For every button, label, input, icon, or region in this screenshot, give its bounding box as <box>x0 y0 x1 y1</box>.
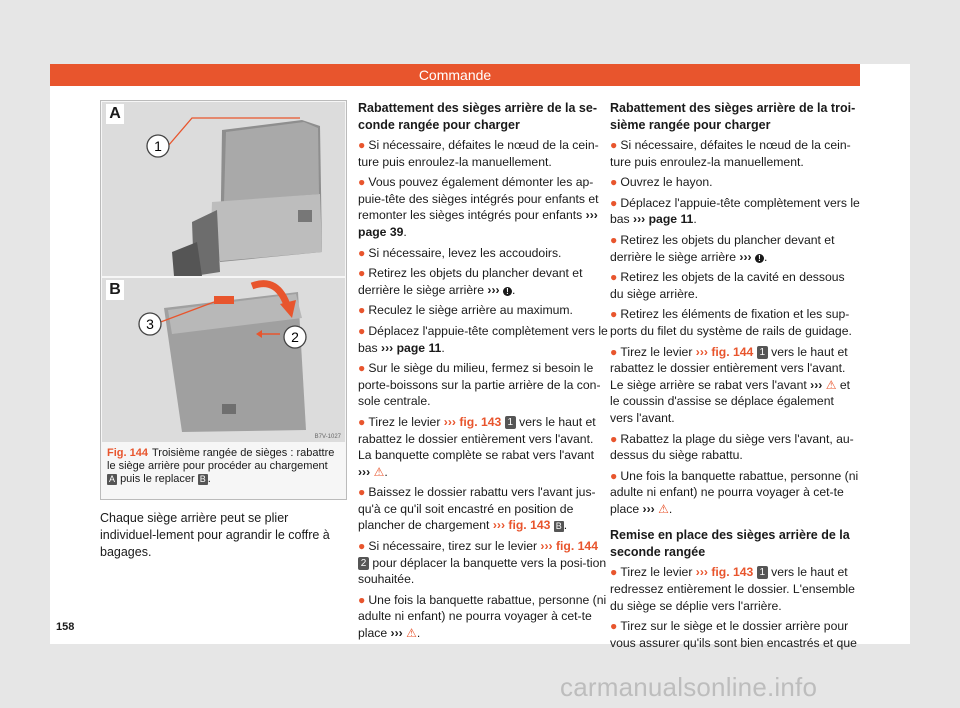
list-item: ● Tirez sur le siège et le dossier arrière pour vous assurer qu'ils sont bien encastrés et que <box>610 619 857 650</box>
watermark: carmanualsonline.info <box>560 672 818 702</box>
warning-triangle-icon: ⚠ <box>825 377 837 392</box>
figure-link[interactable]: ››› fig. 143 <box>443 414 502 429</box>
column-2 <box>610 100 860 655</box>
bullet-icon: ● <box>358 266 366 281</box>
bullet-icon: ● <box>610 431 618 446</box>
figure-link[interactable]: ››› fig. 143 <box>695 565 754 580</box>
list-item: ● Une fois la banquette rabattue, personne (ni adulte ni enfant) ne pourra voyager à cet-te place ››› ⚠. <box>358 592 607 641</box>
note-dot-icon: ! <box>503 287 512 296</box>
list-item: ● Tirez le levier ››› fig. 144 1 vers le haut et rabattez le dossier entièrement vers l'avant. Le siège arrière se rabat vers l'avant ››› ⚠ et le coussin d'assise se déplace également vers l'avant. <box>610 344 851 425</box>
list-item: ● Déplacez l'appuie-tête complètement vers le bas ››› page 11. <box>610 195 860 227</box>
bullet-icon: ● <box>610 138 618 152</box>
figure-number: Fig. 144 <box>107 447 148 459</box>
list-item: ● Retirez les éléments de fixation et les sup-ports du filet du système de rails de guidage. <box>610 307 852 338</box>
intro-paragraph: Chaque siège arrière peut se plier individuel-lement pour agrandir le coffre à bagages. <box>100 511 330 559</box>
panel-letter-b: B <box>106 280 124 300</box>
figure-link[interactable]: ››› fig. 143 <box>492 518 551 533</box>
list-item: ● Sur le siège du milieu, fermez si besoin le porte-boissons sur la partie arrière de la con-sole centrale. <box>358 361 601 409</box>
section-heading: Rabattement des sièges arrière de la troi-sième rangée pour charger <box>610 101 856 132</box>
warning-triangle-icon: ⚠ <box>406 626 417 641</box>
list-item: ● Si nécessaire, tirez sur le levier ››› fig. 144 2 pour déplacer la banquette vers la posi-tion souhaitée. <box>358 539 607 587</box>
note-dot-icon: ! <box>755 254 764 263</box>
section-header: Commande <box>50 64 860 86</box>
panel-letter-a: A <box>106 104 124 124</box>
seat-upright-illustration <box>102 102 345 276</box>
bullet-icon: ● <box>358 539 366 554</box>
letter-a-box: A <box>108 474 115 484</box>
list-item: ● Ouvrez le hayon. <box>610 175 713 190</box>
figure-144 <box>100 100 347 500</box>
bullet-icon: ● <box>358 303 366 318</box>
callout-2: 2 <box>291 329 299 345</box>
list-item: ● Si nécessaire, levez les accoudoirs. <box>358 245 562 260</box>
figure-panel-b <box>102 278 345 442</box>
figure-link[interactable]: ››› fig. 144 <box>540 539 598 554</box>
page-link[interactable]: ››› page 39 <box>358 208 598 239</box>
bullet-icon: ● <box>610 619 618 634</box>
list-item: ● Tirez le levier ››› fig. 143 1 vers le haut et rabattez le dossier entièrement vers l'avant. La banquette complète se rabat vers l'avant ››› ⚠. <box>358 414 596 479</box>
bullet-icon: ● <box>358 175 366 190</box>
list-item: ● Retirez les objets du plancher devant et derrière le siège arrière ››› ! . <box>610 232 835 264</box>
bullet-icon: ● <box>358 323 366 338</box>
seat-folded-illustration <box>102 278 345 442</box>
list-item: ● Retirez les objets de la cavité en dessous du siège arrière. <box>610 270 845 301</box>
list-item: ● Rabattez la plage du siège vers l'avant, au-dessus du siège rabattu. <box>610 431 854 463</box>
list-item: ● Reculez le siège arrière au maximum. <box>358 303 573 318</box>
figure-ref-code: B7V-1027 <box>314 434 341 440</box>
list-item: ● Déplacez l'appuie-tête complètement vers le bas ››› page 11. <box>358 323 608 355</box>
column-1 <box>358 100 608 646</box>
page-number: 158 <box>56 621 75 633</box>
bullet-icon: ● <box>610 307 618 322</box>
bullet-icon: ● <box>610 468 618 483</box>
page-link[interactable]: ››› page 11 <box>381 340 442 355</box>
section-heading: Rabattement des sièges arrière de la se-conde rangée pour charger <box>358 101 598 132</box>
warning-triangle-icon: ⚠ <box>373 464 385 479</box>
letter-b-box: B <box>199 474 206 484</box>
bullet-icon: ● <box>610 344 618 359</box>
bullet-icon: ● <box>610 565 618 580</box>
list-item: ● Baissez le dossier rabattu vers l'avant jus-qu'à ce qu'il soit encastré en position de plancher de chargement ››› fig. 143 B . <box>358 485 596 533</box>
section-heading: Remise en place des sièges arrière de la seconde rangée <box>610 528 850 559</box>
bullet-icon: ● <box>358 485 366 500</box>
list-item: ● Tirez le levier ››› fig. 143 1 vers le haut et redressez entièrement le dossier. L'ensemble du siège se déplie vers l'arrière. <box>610 565 855 613</box>
page-link[interactable]: ››› page 11 <box>633 212 694 227</box>
bullet-icon: ● <box>610 195 618 210</box>
bullet-icon: ● <box>610 175 618 190</box>
bullet-icon: ● <box>358 592 366 607</box>
callout-3: 3 <box>146 316 154 332</box>
figure-link[interactable]: ››› fig. 144 <box>695 344 754 359</box>
warning-triangle-icon: ⚠ <box>658 501 669 516</box>
bullet-icon: ● <box>610 270 618 285</box>
bullet-icon: ● <box>358 138 366 152</box>
figure-caption: Fig. 144 Troisième rangée de sièges : rabattre le siège arrière pour procéder au chargement A puis le replacer B . <box>107 447 335 485</box>
bullet-icon: ● <box>358 414 366 429</box>
bullet-icon: ● <box>358 245 366 260</box>
list-item: ● Une fois la banquette rabattue, personne (ni adulte ni enfant) ne pourra voyager à cet-te place ››› ⚠. <box>610 468 859 516</box>
callout-1: 1 <box>154 138 162 154</box>
figure-panel-a <box>102 102 345 276</box>
list-item: ● Si nécessaire, défaites le nœud de la cein-ture puis enroulez-la manuellement. <box>610 138 851 169</box>
list-item: ● Vous pouvez également démonter les ap-puie-tête des sièges intégrés pour enfants et remonter les sièges intégrés pour enfants ››› page 39. <box>358 175 599 239</box>
list-item: ● Si nécessaire, défaites le nœud de la cein-ture puis enroulez-la manuellement. <box>358 138 599 169</box>
bullet-icon: ● <box>358 361 366 376</box>
list-item: ● Retirez les objets du plancher devant et derrière le siège arrière ››› ! . <box>358 266 583 297</box>
bullet-icon: ● <box>610 232 618 247</box>
